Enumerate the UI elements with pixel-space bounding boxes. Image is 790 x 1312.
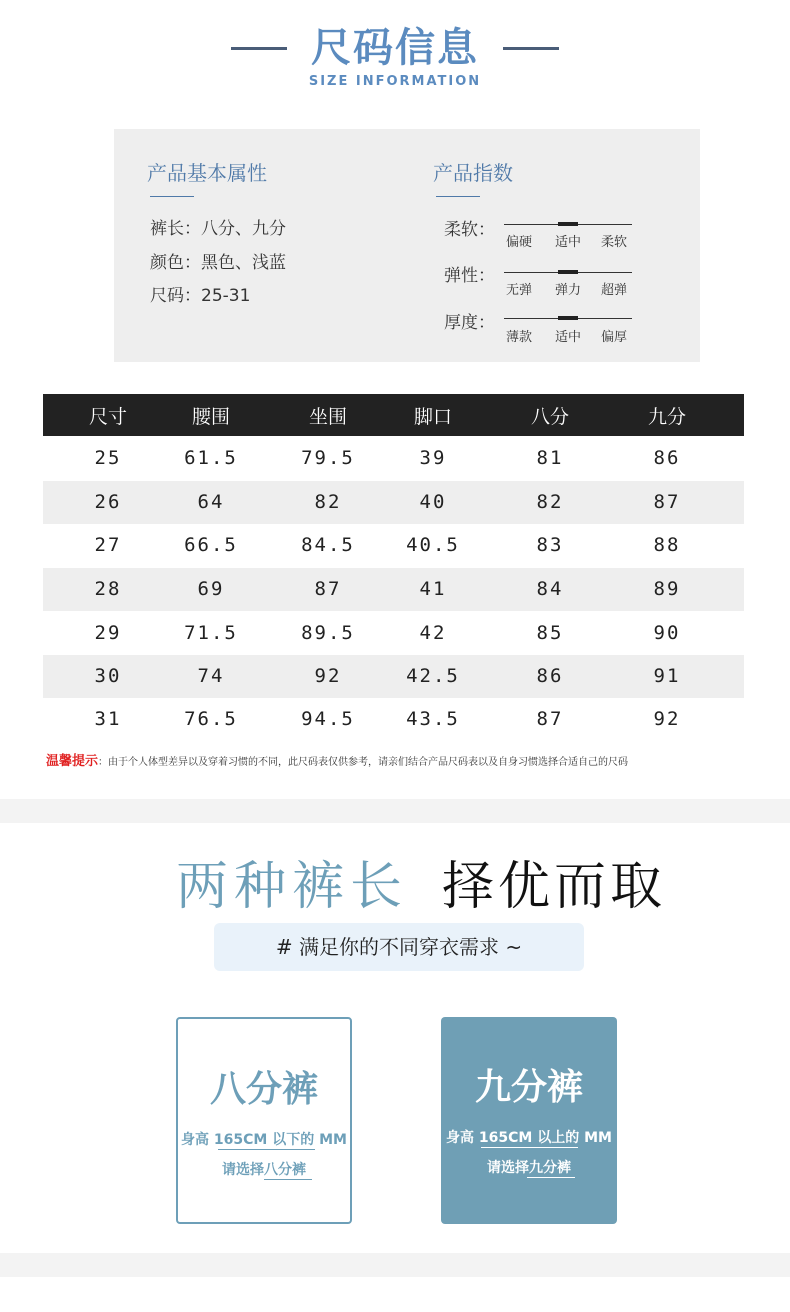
cell-size: 31 xyxy=(94,708,122,730)
cell-ankle: 87 xyxy=(653,491,681,513)
table-row xyxy=(43,698,744,741)
cell-ankle: 88 xyxy=(653,534,681,556)
cell-ankle: 91 xyxy=(653,665,681,687)
ankle-pants-card xyxy=(441,1017,617,1224)
tip-text: ：由于个人体型差异以及穿着习惯的不同，此尺码表仅供参考，请亲们结合产品尺码表以及自身习惯选择合适自己的尺码 xyxy=(98,757,629,768)
cell-hem: 40.5 xyxy=(406,534,460,556)
card-underline xyxy=(264,1179,312,1180)
cell-size: 28 xyxy=(94,578,122,600)
cell-size: 30 xyxy=(94,665,122,687)
thickness-marker xyxy=(558,316,578,320)
attribute-color: 颜色：黑色、浅蓝 xyxy=(150,253,286,273)
bottom-band xyxy=(0,1253,790,1277)
cell-ankle: 86 xyxy=(653,447,681,469)
header-hip: 坐围 xyxy=(308,406,347,428)
page-subtitle: SIZE INFORMATION xyxy=(308,74,482,89)
section-divider xyxy=(0,799,790,823)
tip-label: 温馨提示 xyxy=(46,754,99,769)
page-title: 尺码信息 xyxy=(311,25,479,71)
cell-hem: 39 xyxy=(419,447,447,469)
cell-hip: 82 xyxy=(314,491,342,513)
thickness-mid: 适中 xyxy=(555,330,582,345)
cell-hip: 79.5 xyxy=(301,447,355,469)
cell-cropped: 86 xyxy=(536,665,564,687)
cell-ankle: 89 xyxy=(653,578,681,600)
cell-waist: 74 xyxy=(197,665,225,687)
header-size: 尺寸 xyxy=(88,406,127,428)
table-row xyxy=(43,524,744,567)
table-row xyxy=(43,655,744,698)
elasticity-scale xyxy=(504,272,632,273)
cell-hip: 92 xyxy=(314,665,342,687)
cell-cropped: 81 xyxy=(536,447,564,469)
basic-attributes-heading: 产品基本属性 xyxy=(147,161,267,185)
cropped-pants-card xyxy=(176,1017,352,1224)
thickness-scale xyxy=(504,318,632,319)
softness-label: 柔软： xyxy=(444,220,495,240)
elasticity-marker xyxy=(558,270,578,274)
cell-hem: 43.5 xyxy=(406,708,460,730)
cell-cropped: 87 xyxy=(536,708,564,730)
cell-size: 29 xyxy=(94,622,122,644)
softness-scale xyxy=(504,224,632,225)
cell-size: 25 xyxy=(94,447,122,469)
elasticity-low: 无弹 xyxy=(506,283,533,298)
cell-hip: 94.5 xyxy=(301,708,355,730)
card-title: 八分裤 xyxy=(209,1069,318,1110)
product-index-underline xyxy=(436,196,480,197)
card-title: 九分裤 xyxy=(474,1067,583,1108)
cell-ankle: 90 xyxy=(653,622,681,644)
cell-waist: 71.5 xyxy=(184,622,238,644)
lengths-headline-left: 两种裤长 xyxy=(176,857,409,917)
table-row xyxy=(43,481,744,524)
table-row xyxy=(43,568,744,611)
cell-cropped: 82 xyxy=(536,491,564,513)
cell-waist: 69 xyxy=(197,578,225,600)
elasticity-high: 超弹 xyxy=(601,283,628,298)
softness-marker xyxy=(558,222,578,226)
header-ankle: 九分 xyxy=(647,406,686,428)
size-tip xyxy=(46,750,766,769)
basic-attributes-underline xyxy=(150,196,194,197)
attribute-panel xyxy=(114,129,700,362)
elasticity-mid: 弹力 xyxy=(555,283,582,298)
softness-mid: 适中 xyxy=(555,235,582,250)
softness-high: 柔软 xyxy=(601,235,628,250)
cell-waist: 64 xyxy=(197,491,225,513)
lengths-tagline: # 满足你的不同穿衣需求 ~ xyxy=(214,923,584,971)
cell-hip: 89.5 xyxy=(301,622,355,644)
cell-cropped: 85 xyxy=(536,622,564,644)
thickness-label: 厚度： xyxy=(444,313,495,333)
header-waist: 腰围 xyxy=(191,406,230,428)
card-underline xyxy=(481,1147,578,1148)
card-height-note: 身高 165CM 以下的 MM xyxy=(181,1132,347,1148)
table-row xyxy=(43,612,744,655)
cell-size: 26 xyxy=(94,491,122,513)
size-table-header xyxy=(43,394,744,436)
card-underline xyxy=(527,1177,575,1178)
cell-cropped: 84 xyxy=(536,578,564,600)
cell-hem: 40 xyxy=(419,491,447,513)
cell-ankle: 92 xyxy=(653,708,681,730)
table-row xyxy=(43,437,744,480)
card-height-note: 身高 165CM 以上的 MM xyxy=(446,1130,612,1146)
cell-size: 27 xyxy=(94,534,122,556)
card-choose-note: 请选择九分裤 xyxy=(487,1160,571,1176)
card-underline xyxy=(218,1149,315,1150)
cell-waist: 61.5 xyxy=(184,447,238,469)
thickness-high: 偏厚 xyxy=(601,330,628,345)
softness-low: 偏硬 xyxy=(506,235,533,250)
cell-hip: 87 xyxy=(314,578,342,600)
thickness-low: 薄款 xyxy=(506,330,533,345)
cell-hem: 41 xyxy=(419,578,447,600)
cell-hip: 84.5 xyxy=(301,534,355,556)
product-index-heading: 产品指数 xyxy=(433,161,513,185)
header-cropped: 八分 xyxy=(530,406,569,428)
elasticity-label: 弹性： xyxy=(444,266,495,286)
attribute-size: 尺码：25-31 xyxy=(150,286,251,306)
lengths-headline-right: 择优而取 xyxy=(442,857,667,917)
cell-waist: 76.5 xyxy=(184,708,238,730)
cell-cropped: 83 xyxy=(536,534,564,556)
card-choose-note: 请选择八分裤 xyxy=(222,1162,306,1178)
attribute-length: 裤长：八分、九分 xyxy=(150,219,286,239)
cell-hem: 42 xyxy=(419,622,447,644)
header-hem: 脚口 xyxy=(413,406,452,428)
cell-waist: 66.5 xyxy=(184,534,238,556)
cell-hem: 42.5 xyxy=(406,665,460,687)
